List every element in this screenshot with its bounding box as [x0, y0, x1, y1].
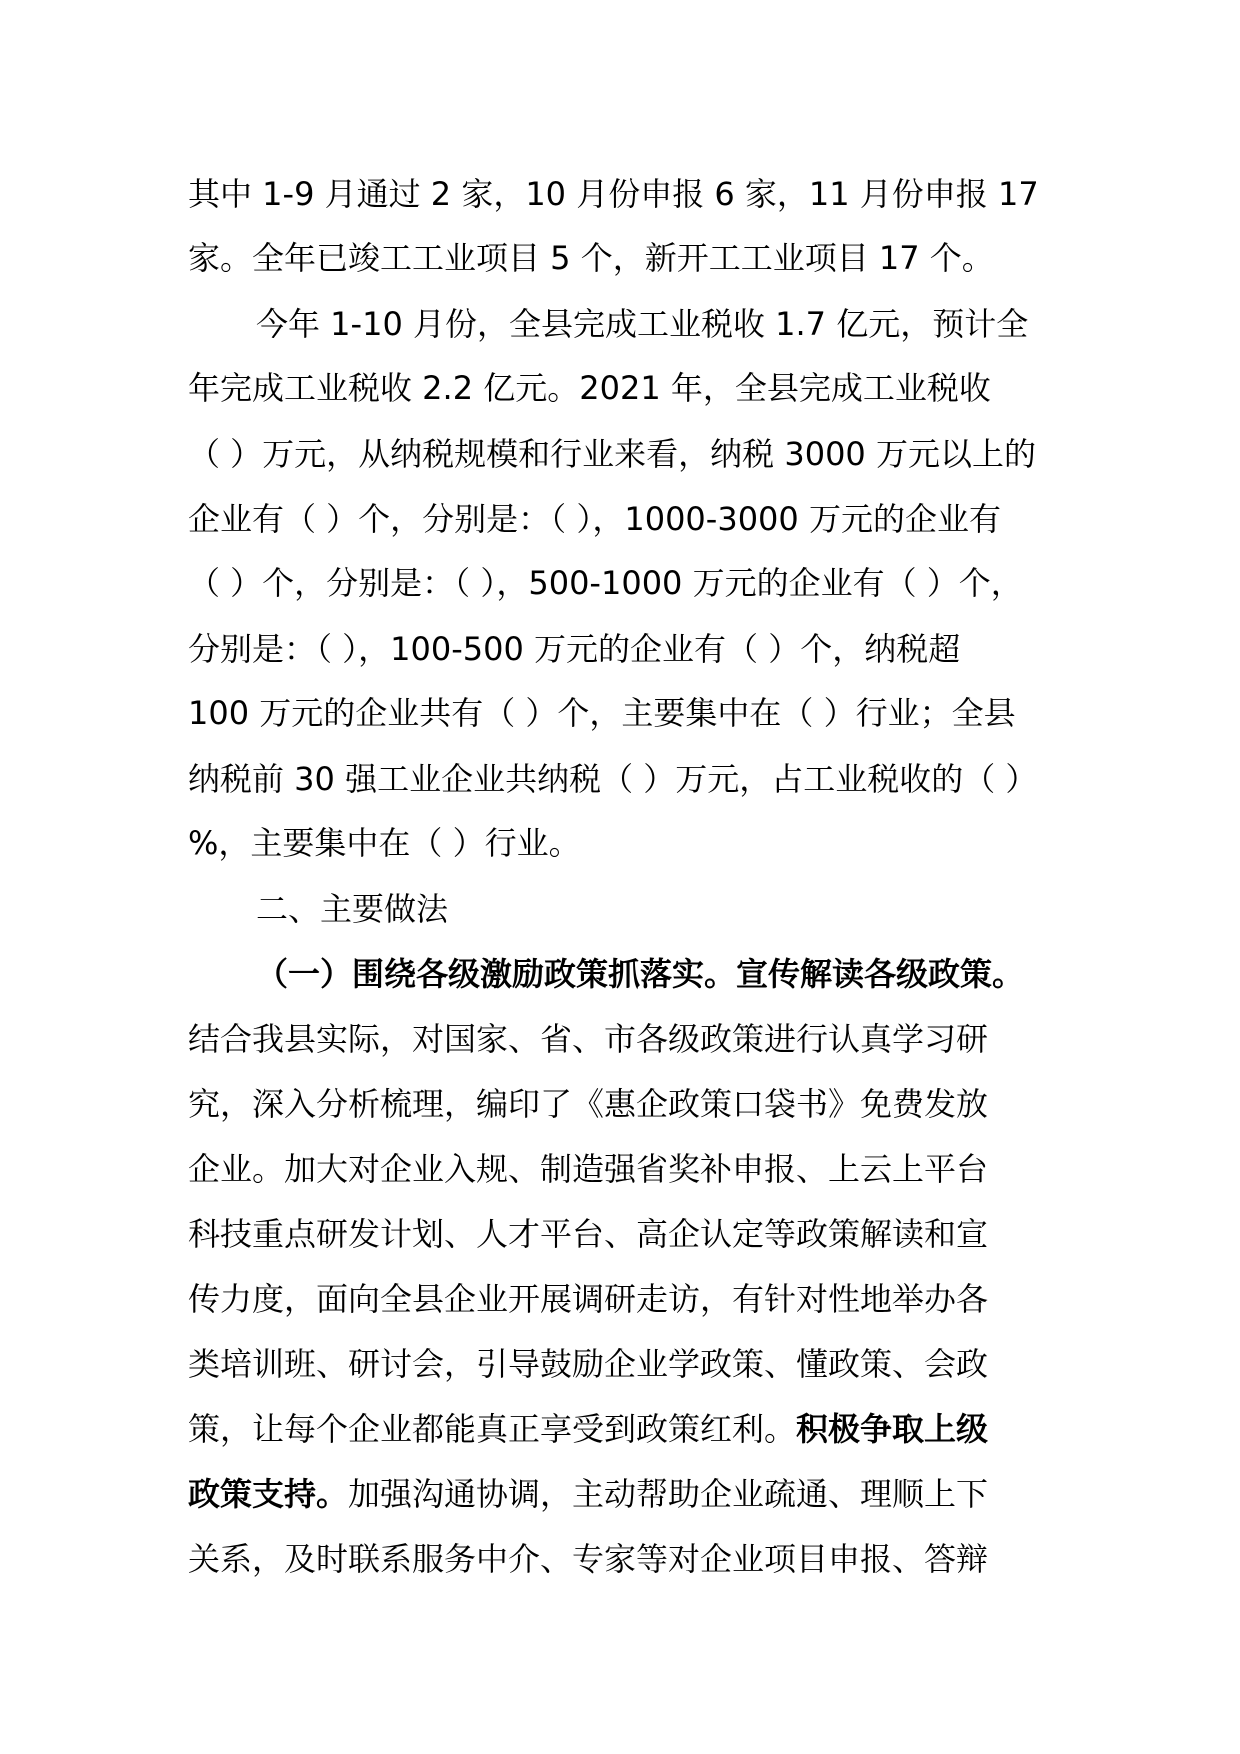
paragraph-line: （ ）万元，从纳税规模和行业来看，纳税 3000 万元以上的	[188, 435, 1036, 473]
paragraph-text: 策，让每个企业都能真正享受到政策红利。	[188, 1410, 797, 1448]
paragraph-line: 传力度，面向全县企业开展调研走访，有针对性地举办各	[188, 1280, 989, 1318]
paragraph-line: %，主要集中在（ ）行业。	[188, 824, 581, 862]
paragraph-line: 分别是：（ ），100-500 万元的企业有（ ）个，纳税超	[188, 630, 961, 668]
bold-lead-text: 政策支持。	[188, 1475, 349, 1513]
paragraph-line: （ ）个，分别是：（ ），500-1000 万元的企业有（ ）个，	[188, 564, 1023, 602]
paragraph-line: 企业有（ ）个，分别是：（ ），1000-3000 万元的企业有	[188, 500, 1001, 538]
subsection-heading: （一）围绕各级激励政策抓落实。宣传解读各级政策。	[256, 955, 1025, 993]
paragraph-line	[188, 1472, 988, 1516]
paragraph-line: 结合我县实际，对国家、省、市各级政策进行认真学习研	[188, 1020, 989, 1058]
paragraph-line: 100 万元的企业共有（ ）个，主要集中在（ ）行业；全县	[188, 694, 1016, 732]
paragraph-line: 年完成工业税收 2.2 亿元。2021 年，全县完成工业税收	[188, 369, 991, 407]
paragraph-line: 类培训班、研讨会，引导鼓励企业学政策、懂政策、会政	[188, 1345, 989, 1383]
paragraph-line: 企业。加大对企业入规、制造强省奖补申报、上云上平台	[188, 1150, 989, 1188]
paragraph-line: 科技重点研发计划、人才平台、高企认定等政策解读和宣	[188, 1215, 989, 1253]
paragraph-line: 今年 1-10 月份，全县完成工业税收 1.7 亿元，预计全	[256, 305, 1029, 343]
paragraph-line: 其中 1-9 月通过 2 家，10 月份申报 6 家，11 月份申报 17	[188, 175, 1039, 213]
paragraph-line: 究，深入分析梳理，编印了《惠企政策口袋书》免费发放	[188, 1085, 989, 1123]
bold-lead-text: 积极争取上级	[796, 1410, 989, 1448]
paragraph-line	[188, 1407, 988, 1451]
paragraph-line: 家。全年已竣工工业项目 5 个，新开工工业项目 17 个。	[188, 239, 994, 277]
section-heading: 二、主要做法	[256, 890, 449, 928]
paragraph-line: 关系，及时联系服务中介、专家等对企业项目申报、答辩	[188, 1540, 989, 1578]
paragraph-text: 加强沟通协调，主动帮助企业疏通、理顺上下	[348, 1475, 989, 1513]
paragraph-line: 纳税前 30 强工业企业共纳税（ ）万元，占工业税收的（ ）	[188, 760, 1038, 798]
